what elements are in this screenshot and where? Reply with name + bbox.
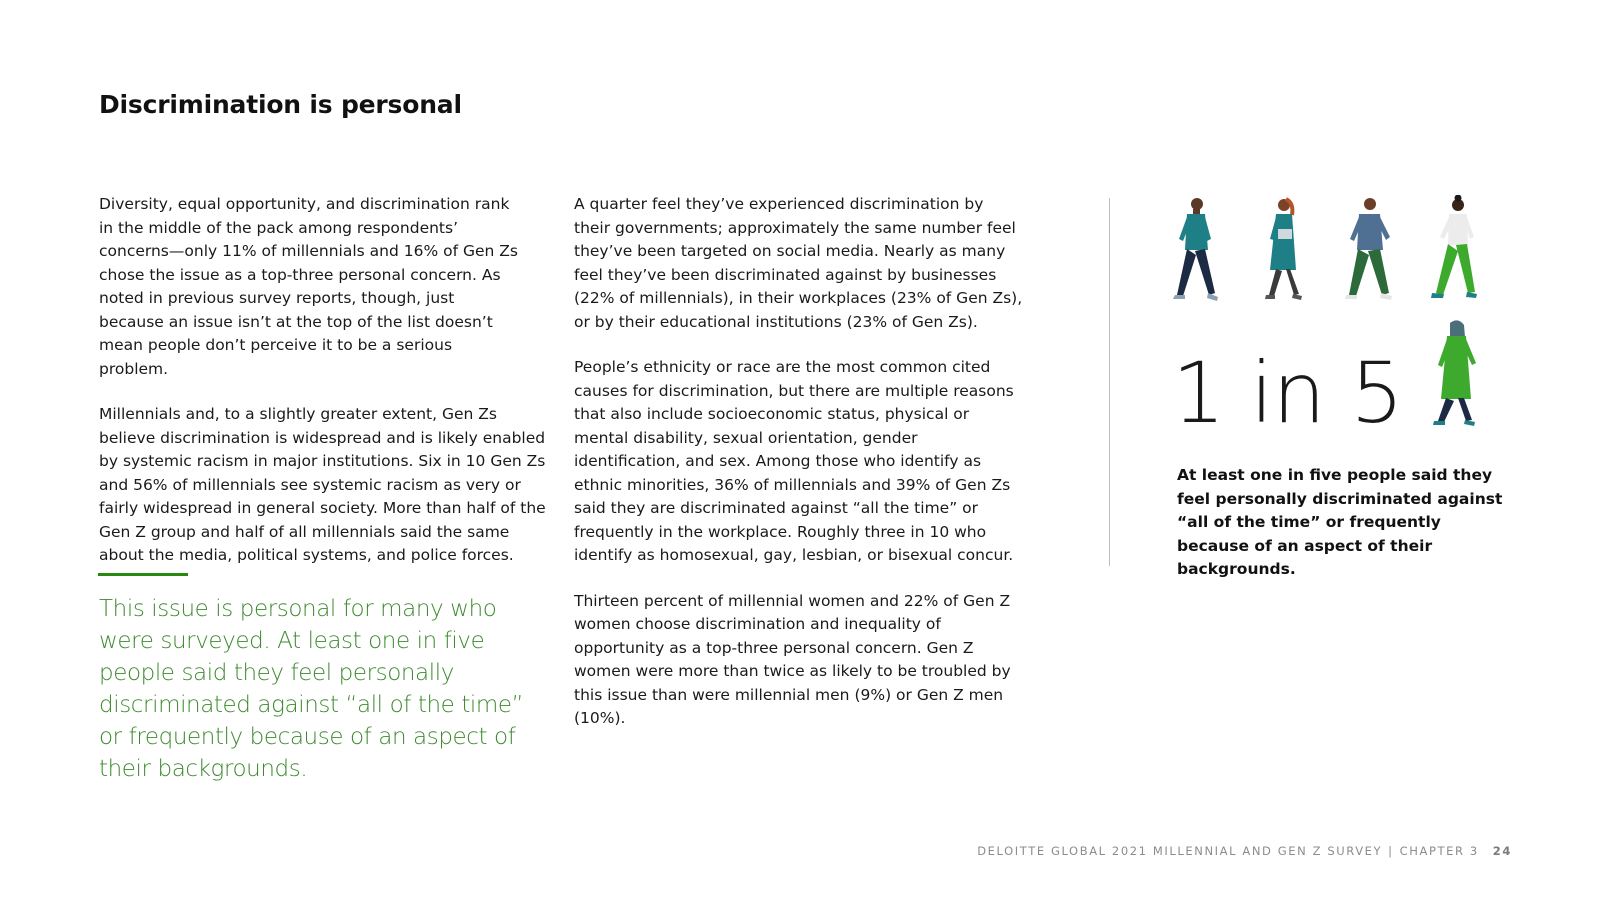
walking-person-1-icon bbox=[1165, 195, 1227, 307]
body-paragraph: A quarter feel they’ve experienced discrimination by their governments; approximately the same number feel they’ve been targeted on social media. Nearly as many feel they’ve been discriminated against by businesses (22% of millennials), in their workplaces (23% of Gen Zs), or by their educational institutions (23% of Gen Zs). bbox=[574, 195, 1023, 331]
middle-column bbox=[574, 193, 1024, 753]
page-footer bbox=[977, 844, 1512, 858]
footer-separator: | bbox=[1388, 844, 1394, 858]
body-paragraph: People’s ethnicity or race are the most common cited causes for discrimination, but there are multiple reasons that also include socioeconomic status, physical or mental disability, sexual orientation, gender identification, and sex. Among those who identify as ethnic minorities, 36% of millennials and 39% of Gen Zs said they are discriminated against “all the time” or frequently in the workplace. Roughly three in 10 who identify as homosexual, gay, lesbian, or bisexual concur. bbox=[574, 358, 1014, 564]
body-paragraph: Thirteen percent of millennial women and 22% of Gen Z women choose discrimination and inequality of opportunity as a top-three personal concern. Gen Z women were more than twice as likely to be troubled by this issue than were millennial men (9%) or Gen Z men (10%). bbox=[574, 591, 1011, 727]
pull-quote: This issue is personal for many who were surveyed. At least one in five people said they feel personally discriminated against “all of the time” or frequently because of an aspect of their backgrounds. bbox=[99, 596, 524, 782]
walking-person-5-icon bbox=[1424, 319, 1486, 431]
accent-divider bbox=[98, 573, 188, 576]
walking-person-2-icon bbox=[1252, 195, 1314, 307]
vertical-divider bbox=[1109, 198, 1110, 566]
stat-figure: 1 in 5 bbox=[1172, 344, 1403, 442]
publication-name: DELOITTE GLOBAL 2021 MILLENNIAL AND GEN Z SURVEY bbox=[977, 844, 1383, 858]
walking-person-4-icon bbox=[1424, 195, 1486, 307]
walking-person-3-icon bbox=[1340, 195, 1402, 307]
left-column bbox=[99, 193, 549, 590]
stat-caption: At least one in five people said they feel personally discriminated against “all of the time” or frequently because of an aspect of their backgrounds. bbox=[1177, 466, 1503, 578]
page-title: Discrimination is personal bbox=[99, 90, 462, 119]
body-paragraph: Millennials and, to a slightly greater extent, Gen Zs believe discrimination is widespread and is likely enabled by systemic racism in major institutions. Six in 10 Gen Zs and 56% of millennials see systemic racism as very or fairly widespread in general society. More than half of the Gen Z group and half of all millennials said the same about the media, political systems, and police forces. bbox=[99, 405, 546, 564]
page-number: 24 bbox=[1492, 844, 1512, 858]
body-paragraph: Diversity, equal opportunity, and discrimination rank in the middle of the pack among respondents’ concerns—only 11% of millennials and 16% of Gen Zs chose the issue as a top-three personal concern. As noted in previous survey reports, though, just because an issue isn’t at the top of the list doesn’t mean people don’t perceive it to be a serious problem. bbox=[99, 195, 518, 378]
chapter-label: CHAPTER 3 bbox=[1399, 844, 1479, 858]
